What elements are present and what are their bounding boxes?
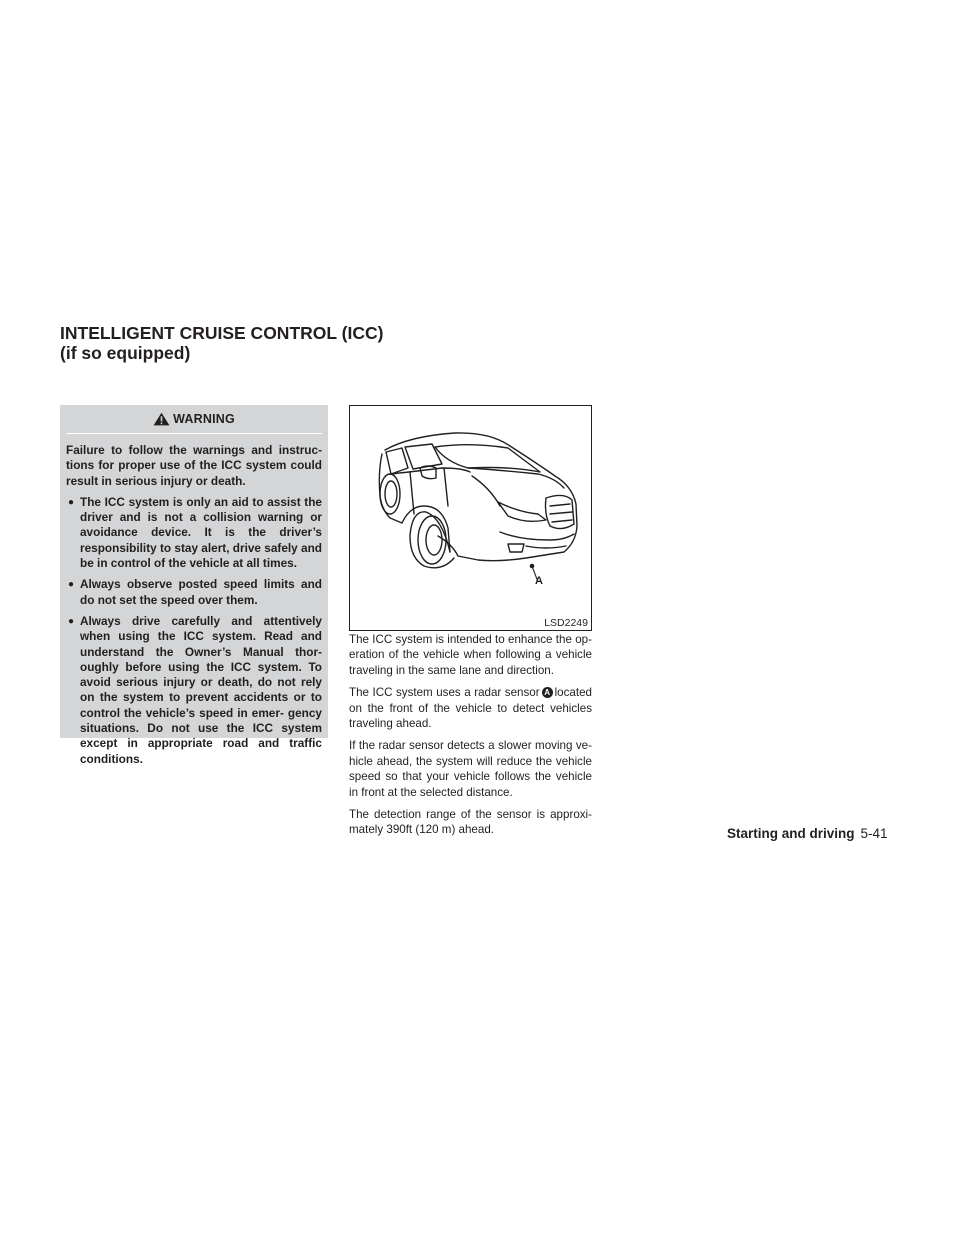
paragraph: If the radar sensor detects a slower moving ve- hicle ahead, the system will reduce the vehicle speed so that your vehicle follows the vehicle in front at the selected distance.	[349, 739, 592, 799]
warning-bullet-text: Always drive carefully and attentively when using the ICC system. Read and understand the Owner’s Manual thor- oughly before using the ICC system. To avoid serious injury or death, do not rely on the system to prevent accidents or to control the vehicle’s speed in emer- gency situations. Do not use the ICC system except in appropriate road and traffic conditions.	[80, 613, 322, 766]
paragraph: The ICC system is intended to enhance the op- eration of the vehicle when following a vehicle traveling in the same lane and direction.	[349, 633, 592, 677]
section-heading-line1: INTELLIGENT CRUISE CONTROL (ICC)	[60, 323, 384, 343]
warning-body	[66, 434, 322, 767]
warning-title: WARNING	[173, 412, 235, 426]
vehicle-figure	[349, 405, 592, 631]
paragraph: The detection range of the sensor is approxi- mately 390ft (120 m) ahead.	[349, 808, 592, 837]
page-footer	[727, 826, 888, 841]
warning-box	[60, 405, 328, 766]
warning-bullet-text: Always observe posted speed limits and do not set the speed over them.	[80, 577, 322, 607]
bullet-icon: ●	[68, 615, 75, 627]
bullet-icon: ●	[68, 496, 75, 508]
car-radar-sensor-illustration	[350, 406, 591, 630]
body-text	[349, 632, 592, 845]
warning-title-bar	[66, 405, 322, 434]
warning-bullet-text: The ICC system is only an aid to assist the driver and is not a collision warning or avoidance device. It is the driver’s responsibility to stay alert, drive safely and be in control of the vehicle at all times.	[80, 494, 322, 571]
paragraph-text: The ICC system uses a radar sensor	[349, 686, 540, 700]
callout-label-a: A	[535, 575, 543, 587]
callout-marker-a-icon: A	[542, 687, 553, 698]
warning-intro: Failure to follow the warnings and instruc- tions for proper use of the ICC system could result in serious injury or death.	[66, 443, 322, 488]
warning-triangle-icon	[153, 412, 170, 426]
page-number: 5-41	[860, 826, 888, 841]
warning-bullet	[66, 577, 322, 608]
section-heading-line2: (if so equipped)	[60, 343, 191, 363]
footer-section-title: Starting and driving	[727, 826, 855, 841]
figure-code: LSD2249	[544, 617, 588, 629]
paragraph	[349, 685, 592, 731]
bullet-icon: ●	[68, 579, 75, 591]
warning-bullet	[66, 614, 322, 767]
paragraph-text: located on the front of the vehicle to detect vehicles traveling ahead.	[349, 686, 592, 731]
warning-bullet	[66, 495, 322, 571]
section-heading	[60, 323, 383, 363]
